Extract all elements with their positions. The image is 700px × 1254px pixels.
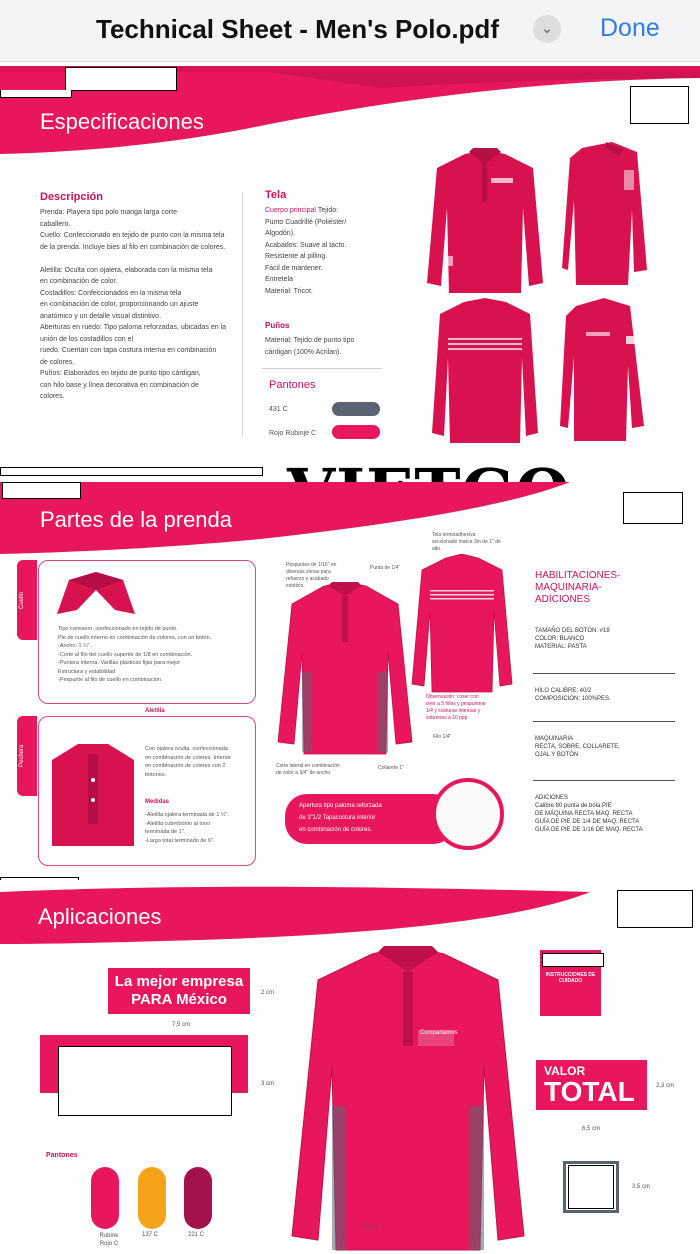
pantone-label: 221 C	[188, 1232, 205, 1238]
callout-collarete: Collarete 1"	[378, 765, 404, 771]
medidas-line: -Aletilla cubrebotón al tono	[145, 820, 211, 827]
polo-side-image	[562, 140, 652, 290]
descripcion-line: colores.	[40, 393, 65, 400]
dim-label: 2 cm	[261, 990, 275, 996]
pantone-swatch	[332, 402, 380, 416]
pdf-viewer-toolbar	[0, 0, 700, 62]
polo-side2-image	[560, 296, 650, 446]
abertura-callout	[285, 794, 455, 844]
tela-line: Resistente al pilling.	[265, 253, 328, 260]
logo-line: VALOR	[544, 1064, 586, 1078]
descripcion-line: ruedo. Cuentan con tapa costura interna en combinación	[40, 347, 217, 354]
aletilla-line: Con ojalera oculta, confeccionada	[145, 746, 228, 752]
cuello-line: Pie de cuello interno en combinación de colores, con un botón.	[58, 634, 212, 641]
polo-back-image	[430, 298, 540, 448]
pantone-swatch	[184, 1167, 212, 1229]
habilitacion-line: MATERIAL: PASTA	[535, 644, 587, 650]
descripcion-text	[40, 207, 235, 403]
callout-corte: Corte lateral en combinación de color a 3/4" de ancho.	[276, 763, 340, 776]
callout-filo: Filo 1/4"	[433, 734, 452, 740]
redaction-box	[2, 482, 81, 499]
callout-pespuntes: Pespuntes de 1/16" en diversas zonas para refuerzo y acabado estético.	[286, 562, 337, 589]
descripcion-line: en combinación de color, proporcionando un ajuste	[40, 301, 199, 308]
descripcion-heading: Descripción	[40, 191, 103, 203]
punos-line: Material: Tejido de punto tipo	[265, 337, 355, 344]
punos-text	[265, 335, 385, 358]
callout-punta: Punta de 1/4"	[370, 565, 401, 571]
descripcion-line: Cuello: Confeccionado en tejido de punto con la misma tela	[40, 232, 225, 239]
habilitaciones-title: HABILITACIONES- MAQUINARIA- ADICIONES	[535, 570, 621, 605]
hem-label: 3"1/2	[364, 1225, 378, 1231]
polo-technical-back	[410, 554, 514, 694]
dim-label: 3,5 cm	[632, 1184, 651, 1190]
pantone-label: Rubine Rojo C	[99, 1233, 119, 1247]
tela-line: Fácil de mantener.	[265, 264, 323, 272]
dim-label: 2,3 cm	[656, 1083, 675, 1089]
abertura-line: Apertura tipo paloma reforzada	[299, 803, 382, 809]
habilitacion-line: HILO CALIBRE: 40/2	[535, 688, 592, 694]
habilitacion-line: GUÍA DE PIE DE 1/16 DE MAQ. RECTA	[535, 827, 643, 833]
medidas-line: -Aletilla ojalera terminada de 1 ½".	[145, 812, 229, 818]
redaction-box	[65, 67, 177, 91]
habilitacion-block	[535, 735, 675, 759]
habilitacion-line: COMPOSICIÓN: 100%PES.	[535, 696, 611, 702]
page-aplicaciones	[0, 880, 700, 1254]
redaction-box	[623, 492, 683, 524]
pantones-heading: Pantones	[269, 379, 316, 391]
abertura-line: en combinación de colores.	[299, 827, 373, 833]
cuello-line: -Ancho: 1 ¼".	[58, 643, 92, 649]
habilitacion-block	[535, 687, 675, 703]
habilitacion-block	[535, 627, 675, 651]
pantone-swatch	[91, 1167, 119, 1229]
descripcion-line: unión de los costadillos con el	[40, 335, 134, 343]
descripcion-line: Puños: Elaborados en tejido de punto tipo cárdigan,	[40, 370, 201, 377]
pantone-label: Rojo Rubinje C	[269, 430, 317, 437]
medidas-line: terminada de 1".	[145, 829, 186, 835]
redaction-box	[617, 890, 693, 928]
pantone-swatch	[138, 1167, 166, 1229]
medidas-heading: Medidas	[145, 799, 170, 805]
pantone-label: 137 C	[142, 1232, 159, 1238]
medidas-text	[145, 811, 255, 845]
tela-line: Material: Tricot.	[265, 287, 313, 295]
descripcion-line: en combinación de color.	[40, 278, 118, 285]
polo-technical-front	[276, 582, 414, 757]
page-title: Especificaciones	[40, 109, 204, 134]
divider	[242, 192, 243, 438]
tela-heading: Tela	[265, 189, 287, 201]
habilitacion-line: OJAL Y BOTÓN	[535, 752, 579, 758]
descripcion-line: Aberturas en ruedo: Tipo paloma reforzadas, ubicadas en la	[40, 324, 227, 331]
dim-label: 3 cm	[261, 1081, 275, 1087]
polo-front-image	[425, 148, 545, 298]
redaction-box	[542, 953, 604, 967]
tela-text: Cuerpo principal Tejido: Punto Cuadrillé (Poliéster/ Algodón). Acabados: Suave al tacto. Resistente al pilling. Fácil de mantener. Entretela Material: Tricot.	[265, 205, 385, 297]
cuello-line: -Corte al filo del cuello superior de 1/8 en combinación.	[58, 651, 193, 658]
pantone-swatch	[332, 425, 380, 439]
collar-image	[55, 566, 137, 618]
descripcion-line: anatómico y un detalle visual distintivo.	[40, 312, 162, 320]
tela-line: Algodón).	[265, 230, 295, 237]
abertura-line: de 3"1/2 Tapacostura interior	[299, 815, 376, 821]
cuello-line: -Puntera interna. Varillas plásticas fijas para mejor	[58, 660, 181, 666]
aletilla-line: botones.	[145, 771, 167, 778]
callout-tela-termo: Tela termoadhesiva seccionado marca 3m de 1" de alto.	[432, 532, 501, 552]
medidas-line: -Largo total terminado de 6".	[145, 837, 215, 844]
redaction-box	[0, 90, 72, 98]
descripcion-line: con hilo base y línea decorativa en combinación de	[40, 381, 199, 389]
callout-observacion: Observación: coser con over a 5 hilos y pespuntear 1/4 y costuras internas y sobrenas a 10 ppp	[426, 694, 487, 721]
descripcion-line: de la prenda. Incluye bies al filo en combinación de colores.	[40, 243, 226, 251]
logo-line: TOTAL	[544, 1076, 635, 1107]
divider	[533, 721, 675, 722]
habilitacion-line: DE MÁQUINA RECTA MAQ. RECTA	[535, 811, 633, 817]
redaction-box	[630, 86, 689, 124]
logo-line: PARA México	[131, 991, 227, 1008]
cuello-line: Estructura y estabilidad	[58, 668, 116, 675]
cuello-line: -Pespunte al filo de cuello en combinación.	[58, 677, 163, 683]
cuerpo-label: Cuerpo principal	[265, 207, 316, 214]
pantone-label: 431 C	[269, 406, 288, 413]
aletilla-text	[145, 745, 251, 779]
habilitacion-line: GUÍA DE PIE DE 1/4 DE MAQ. RECTA	[535, 819, 640, 825]
pantones-heading: Pantones	[46, 1152, 78, 1159]
aletilla-heading: Aletilla	[145, 708, 165, 714]
logo-line: La mejor empresa	[114, 973, 244, 990]
descripcion-line: Prenda: Playera tipo polo manga larga corte	[40, 209, 177, 216]
aletilla-line: en combinación de colores. Interior	[145, 754, 231, 761]
logo-valor-total	[536, 1060, 647, 1110]
chest-logo: Compartamos	[420, 1030, 458, 1036]
punos-heading: Puños	[265, 321, 290, 330]
tela-line: Acabados: Suave al tacto.	[265, 241, 347, 249]
tela-line: Entretela	[265, 276, 294, 283]
redaction-box	[568, 1165, 614, 1209]
page-partes-prenda	[0, 482, 700, 874]
cuello-tab: Cuello	[17, 560, 37, 640]
descripcion-line: de colores.	[40, 358, 75, 366]
divider	[262, 368, 382, 369]
tela-line: Punto Cuadrillé (Poliéster/	[265, 218, 347, 226]
dim-label: 6,5 cm	[582, 1126, 601, 1132]
habilitacion-line: MAQUINARIA	[535, 736, 574, 742]
descripcion-line	[40, 253, 235, 265]
done-button[interactable]: Done	[600, 14, 660, 42]
logo-la-mejor-empresa	[108, 968, 250, 1014]
habilitacion-line: RECTA, SOBRE, COLLARETE,	[535, 744, 620, 750]
habilitacion-line: COLOR: BLANCO	[535, 636, 585, 642]
page-especificaciones	[0, 66, 700, 464]
page-title: Partes de la prenda	[40, 507, 233, 532]
habilitacion-block	[535, 794, 675, 834]
descripcion-line: Costadillos: Confeccionados en la misma tela	[40, 289, 182, 297]
descripcion-line: caballero.	[40, 220, 71, 228]
pechera-tab: Pechera	[17, 716, 37, 796]
document-title: Technical Sheet - Men's Polo.pdf	[96, 14, 499, 44]
descripcion-line: Aletilla: Oculta con ojalera, elaborada con la misma tela	[40, 266, 213, 274]
redaction-box	[0, 467, 263, 476]
polo-application-image	[288, 946, 528, 1252]
habilitacion-line: TAMAÑO DEL BOTÓN: #18	[535, 628, 610, 634]
abertura-zoom-circle	[432, 778, 504, 850]
divider	[533, 673, 675, 674]
habilitacion-line: ADICIONES	[535, 795, 569, 801]
cuello-text	[58, 625, 248, 685]
dim-label: 7,5 cm	[172, 1022, 191, 1028]
cuello-line: Tipo camisero, confeccionado en tejido de punto.	[58, 626, 178, 632]
habilitacion-line: Calibre 80 punta de bola PIE	[535, 803, 612, 809]
page-title: Aplicaciones	[38, 904, 162, 929]
redaction-box	[58, 1046, 232, 1116]
aletilla-line: en combinación de colores con 2	[145, 763, 226, 769]
placket-image	[48, 740, 138, 846]
punos-line: cárdigan (100% Acrilan).	[265, 348, 342, 356]
tag-text: INSTRUCCIONES DE CUIDADO	[545, 972, 596, 984]
chevron-down-icon[interactable]: ⌄	[533, 15, 561, 43]
divider	[533, 780, 675, 781]
